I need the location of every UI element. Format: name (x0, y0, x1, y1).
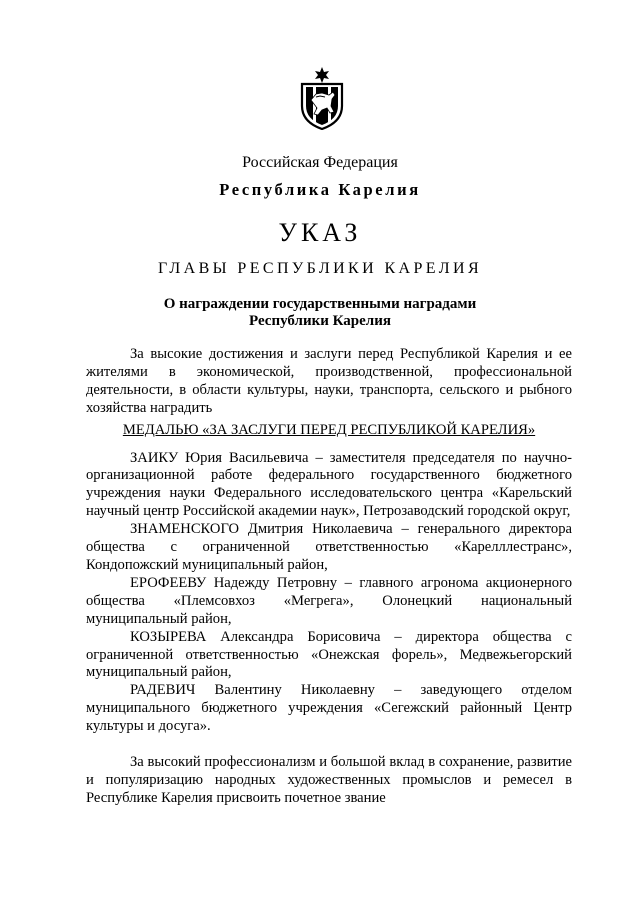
second-intro-paragraph: За высокий профессионализм и большой вклад в сохранение, развитие и популяризацию народных художественных промыслов и ремесел в Республике Карелия присвоить почетное звание (86, 754, 572, 806)
federation-title: Российская Федерация (242, 154, 398, 171)
document-body (86, 346, 572, 808)
intro-paragraph: За высокие достижения и заслуги перед Республикой Карелия и ее жителями в экономической, производственной, профессиональной деятельности, в области культуры, науки, транспорта, сельского и рыбного хозяйства наградить (86, 346, 572, 416)
awardee-paragraph: ЗНАМЕНСКОГО Дмитрия Николаевича – генерального директора общества с ограниченной ответственностью «Карелллестранс», Кондопожский муниципальный район, (86, 521, 572, 573)
awardee-paragraph: ЗАИКУ Юрия Васильевича – заместителя председателя по научно-организационной работе федерального государственного бюджетного учреждения науки Федерального исследовательского центра «Карельский научный центр Российской академии наук», Петрозаводский городской округ, (86, 449, 572, 520)
subject-line-2: Республики Карелия (249, 313, 391, 329)
awardee-paragraph: ЕРОФЕЕВУ Надежду Петровну – главного агронома акционерного общества «Племсовхоз «Мегрега», Олонецкий национальный муниципальный район, (86, 574, 572, 627)
awardee-paragraph: РАДЕВИЧ Валентину Николаевну – заведующего отделом муниципального бюджетного учреждения «Сегежский районный Центр культуры и досуга». (86, 682, 572, 735)
karelia-coat-of-arms-icon (298, 66, 346, 130)
document-issuer: ГЛАВЫ РЕСПУБЛИКИ КАРЕЛИЯ (157, 260, 483, 277)
subject-line-1: О награждении государственными наградами (163, 296, 477, 312)
republic-title: Республика Карелия (219, 180, 421, 199)
awardee-paragraph: КОЗЫРЕВА Александра Борисовича – директора общества с ограниченной ответственностью «Онежская форель», Медвежьегорский муниципальный район, (86, 628, 572, 681)
medal-heading: МЕДАЛЬЮ «ЗА ЗАСЛУГИ ПЕРЕД РЕСПУБЛИКОЙ КАРЕЛИЯ» (122, 421, 536, 438)
document-type: УКАЗ (278, 218, 362, 247)
document-subject (0, 296, 640, 330)
